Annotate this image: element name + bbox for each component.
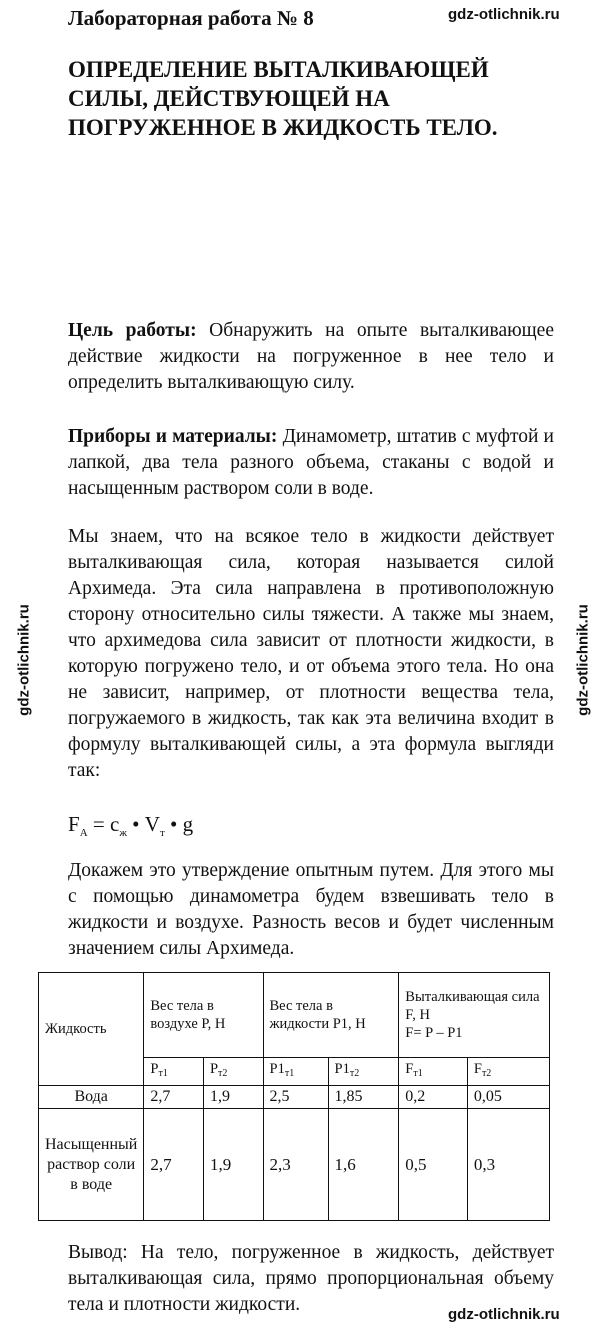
goal-label: Цель работы: [68,320,197,341]
devices-paragraph [68,424,554,502]
header-buoyant-force-label: Выталкивающая сила F, Н [405,989,540,1023]
subheader-label: F [405,1061,414,1077]
table-cell: 0,3 [467,1109,549,1221]
formula-c: c [109,812,120,836]
header-air-weight: Вес тела в воздухе Р, Н [144,973,263,1058]
results-table [38,972,550,1221]
subheader-index: т2 [349,1068,360,1079]
subheader-cell [144,1058,204,1086]
table-row [39,1086,550,1109]
header-liquid: Жидкость [39,973,144,1086]
devices-text: Динамометр, штатив с муфтой и лапкой, два тела разного объема, стаканы с водой и насыщенным раствором соли в воде. [68,426,554,499]
devices-label: Приборы и материалы: [68,426,278,447]
page-title: ОПРЕДЕЛЕНИЕ ВЫТАЛКИВАЮЩЕЙ СИЛЫ, ДЕЙСТВУЮЩЕЙ НА ПОГРУЖЕННОЕ В ЖИДКОСТЬ ТЕЛО. [68,57,498,140]
table-cell: 2,5 [263,1086,328,1109]
subheader-cell [467,1058,549,1086]
subheader-cell [399,1058,468,1086]
header-buoyant-force [399,973,550,1058]
row-liquid-name: Насыщенный раствор соли в воде [39,1109,144,1221]
subheader-index: т1 [413,1068,423,1079]
subheader-index: т1 [284,1068,295,1079]
subheader-cell [328,1058,399,1086]
header-liquid-weight: Вес тела в жидкости Р1, Н [263,973,399,1058]
table-header-row [39,973,550,1058]
table-cell: 0,2 [399,1086,468,1109]
formula-g: g [182,812,194,836]
table-cell: 0,05 [467,1086,549,1109]
lab-number: Лабораторная работа № 8 [68,6,314,30]
formula-v: V [144,812,160,836]
formula-f-sub: A [79,827,88,840]
theory-paragraph: Мы знаем, что на всякое тело в жидкости действует выталкивающая сила, которая называется силой Архимеда. Эта сила направлена в противоположную сторону относительно силы тяжести. А также мы знаем, что архимедова сила зависит от плотности жидкости, в которую погружено тело, и от объема этого тела. Но она не зависит, например, от плотности вещества тела, погружаемого в жидкость, так как эта величина входит в формулу выталкивающей силы, а эта формула выгляди так: [68,526,554,781]
archimedes-formula [68,812,193,839]
subheader-label: Р1 [334,1061,350,1077]
subheader-index: т1 [158,1068,168,1079]
subheader-label: F [473,1061,482,1077]
subheader-cell [203,1058,263,1086]
formula-eq: = [87,812,110,836]
experiment-paragraph: Докажем это утверждение опытным путем. Для этого мы с помощью динамометра будем взвешивать тело в жидкости и воздухе. Разность весов и будет численным значением силы Архимеда. [68,860,554,959]
table-row [39,1109,550,1221]
table-cell: 0,5 [399,1109,468,1221]
subheader-label: Р1 [269,1061,285,1077]
table-cell: 1,9 [203,1109,263,1221]
watermark-left: gdz-otlichnik.ru [15,604,33,716]
table-cell: 1,9 [203,1086,263,1109]
table-cell: 1,85 [328,1086,399,1109]
table-cell: 2,7 [144,1086,204,1109]
table-cell: 1,6 [328,1109,399,1221]
conclusion-paragraph: Вывод: На тело, погруженное в жидкость, действует выталкивающая сила, прямо пропорциональная объему тела и плотности жидкости. [68,1242,554,1315]
table-cell: 2,3 [263,1109,328,1221]
row-liquid-name: Вода [39,1086,144,1109]
subheader-label: Р [150,1061,159,1077]
watermark-top: gdz-otlichnik.ru [448,6,560,23]
formula-dot: • [164,812,183,836]
header-buoyant-force-formula: F= P – P1 [405,1025,463,1041]
formula-v-sub: т [159,827,165,840]
watermark-right: gdz-otlichnik.ru [574,604,592,716]
table-cell: 2,7 [144,1109,204,1221]
watermark-bottom: gdz-otlichnik.ru [448,1306,560,1323]
goal-paragraph [68,318,554,396]
formula-c-sub: ж [119,827,127,840]
subheader-index: т2 [481,1068,492,1079]
formula-f: F [68,812,80,836]
subheader-cell [263,1058,328,1086]
subheader-index: т2 [218,1068,228,1079]
formula-dot: • [126,812,145,836]
subheader-label: Р [209,1061,219,1077]
goal-text: Обнаружить на опыте выталкивающее действие жидкости на погруженное в нее тело и определить выталкивающую силу. [68,320,554,393]
